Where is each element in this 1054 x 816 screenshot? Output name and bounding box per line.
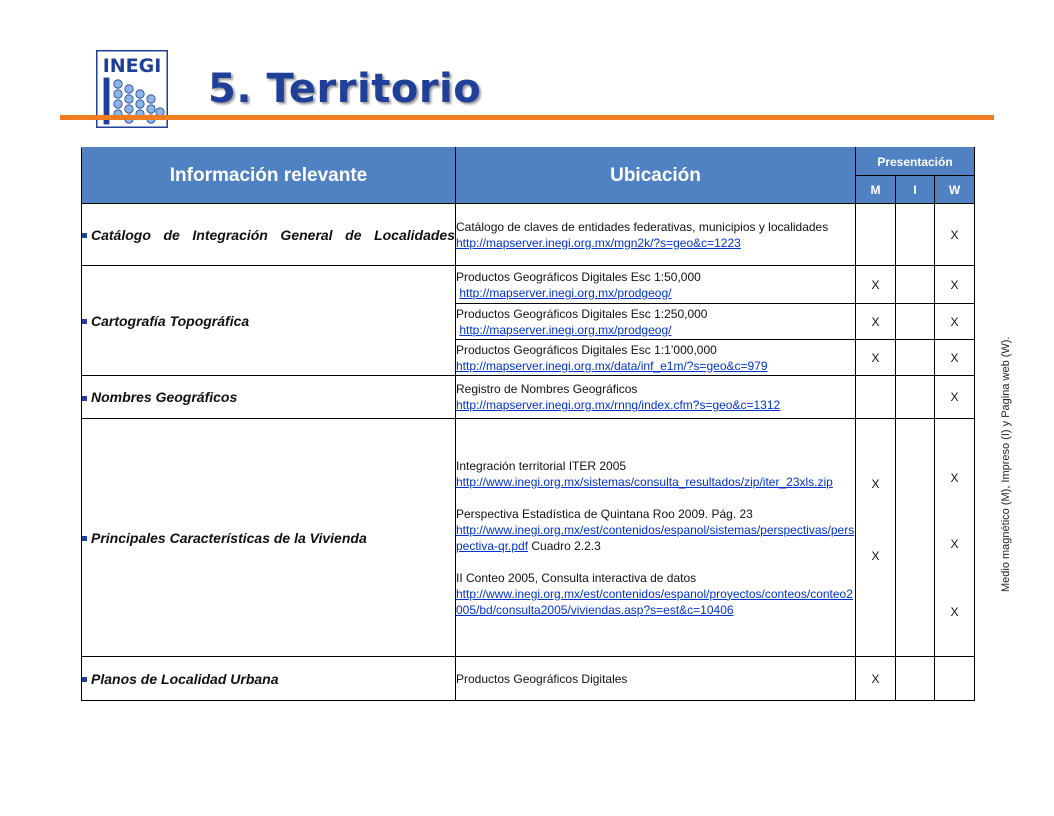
info-label: Catálogo de Integración General de Localidades (91, 226, 455, 243)
title-underline (60, 115, 994, 120)
ubicacion-link[interactable]: http://mapserver.inegi.org.mx/data/inf_e1m/?s=geo&c=979 (456, 358, 768, 373)
territory-table (81, 147, 975, 701)
ubicacion-extra: Cuadro 2.2.3 (531, 538, 601, 553)
ubicacion-desc: Integración territorial ITER 2005 (456, 458, 627, 473)
mark-m (856, 376, 896, 419)
mark-i (896, 266, 935, 304)
mark-i (896, 376, 935, 419)
col-header-w: W (935, 176, 975, 204)
ubicacion-link[interactable]: http://www.inegi.org.mx/est/contenidos/espanol/sistemas/perspectivas/perspectiva-qr.pdf (456, 522, 855, 553)
ubicacion-desc: Productos Geográficos Digitales Esc 1:1’000,000 (456, 342, 717, 357)
bullet-icon (82, 536, 87, 541)
ubicacion-cell (456, 204, 856, 266)
info-cell (82, 657, 456, 701)
col-header-i: I (896, 176, 935, 204)
col-header-presentacion: Presentación (856, 148, 975, 176)
table-row (82, 657, 975, 701)
ubicacion-desc: Catálogo de claves de entidades federativas, municipios y localidades (456, 219, 829, 234)
mark-w (935, 419, 975, 657)
mark-m (856, 204, 896, 266)
svg-text:INEGI: INEGI (102, 55, 162, 77)
page-title: 5. Territorio (208, 66, 482, 112)
ubicacion-cell (456, 340, 856, 376)
col-header-m: M (856, 176, 896, 204)
legend-note: Medio magnético (M), Impreso (I) y Pagina web (W). (1000, 336, 1012, 592)
info-label: Principales Características de la Vivienda (91, 529, 367, 546)
bullet-icon (82, 677, 87, 682)
ubicacion-cell (456, 304, 856, 340)
mark: X (871, 549, 880, 563)
info-label: Planos de Localidad Urbana (91, 670, 279, 687)
ubicacion-desc: Productos Geográficos Digitales Esc 1:250,000 (456, 306, 708, 321)
col-header-info: Información relevante (82, 148, 456, 204)
mark-w: X (935, 376, 975, 419)
mark: X (950, 471, 959, 485)
info-cell (82, 266, 456, 376)
info-label: Nombres Geográficos (91, 389, 238, 405)
ubicacion-desc: Perspectiva Estadística de Quintana Roo 2009. Pág. 23 (456, 506, 753, 521)
ubicacion-desc: II Conteo 2005, Consulta interactiva de datos (456, 570, 697, 585)
mark-i (896, 304, 935, 340)
bullet-icon (82, 233, 87, 238)
mark-w: X (935, 304, 975, 340)
mark-m: X (856, 304, 896, 340)
mark-m: X (856, 340, 896, 376)
mark-m (856, 419, 896, 657)
mark-w: X (935, 266, 975, 304)
table-row (82, 266, 975, 304)
ubicacion-cell (456, 657, 856, 701)
info-cell (82, 376, 456, 419)
mark-w: X (935, 204, 975, 266)
col-header-ubicacion: Ubicación (456, 148, 856, 204)
mark-i (896, 340, 935, 376)
ubicacion-link[interactable]: http://mapserver.inegi.org.mx/prodgeog/ (459, 322, 672, 337)
mark-i (896, 204, 935, 266)
mark-i (896, 419, 935, 657)
mark: X (950, 605, 959, 619)
bullet-icon (82, 396, 87, 401)
ubicacion-cell (456, 419, 856, 657)
mark: X (950, 537, 959, 551)
mark-m: X (856, 266, 896, 304)
mark-w: X (935, 340, 975, 376)
table-row (82, 376, 975, 419)
mark-m: X (856, 657, 896, 701)
ubicacion-link[interactable]: http://mapserver.inegi.org.mx/rnng/index.cfm?s=geo&c=1312 (456, 398, 781, 412)
info-cell (82, 419, 456, 657)
ubicacion-link[interactable]: http://mapserver.inegi.org.mx/prodgeog/ (459, 285, 672, 300)
table-row (82, 419, 975, 657)
ubicacion-desc: Registro de Nombres Geográficos (456, 382, 638, 396)
bullet-icon (82, 319, 87, 324)
table-row (82, 204, 975, 266)
mark: X (871, 477, 880, 491)
info-cell (82, 204, 456, 266)
info-label: Cartografía Topográfica (91, 312, 250, 329)
mark-i (896, 657, 935, 701)
ubicacion-link[interactable]: http://mapserver.inegi.org.mx/mgn2k/?s=geo&c=1223 (456, 235, 741, 250)
ubicacion-cell (456, 266, 856, 304)
ubicacion-desc: Productos Geográficos Digitales (456, 671, 628, 686)
ubicacion-cell (456, 376, 856, 419)
ubicacion-link[interactable]: http://www.inegi.org.mx/sistemas/consulta_resultados/zip/iter_23xls.zip (456, 474, 833, 489)
ubicacion-desc: Productos Geográficos Digitales Esc 1:50,000 (456, 269, 701, 284)
mark-w (935, 657, 975, 701)
ubicacion-link[interactable]: http://www.inegi.org.mx/est/contenidos/espanol/proyectos/conteos/conteo2005/bd/consulta2005/viviendas.asp?s=est&c=10406 (456, 586, 853, 617)
